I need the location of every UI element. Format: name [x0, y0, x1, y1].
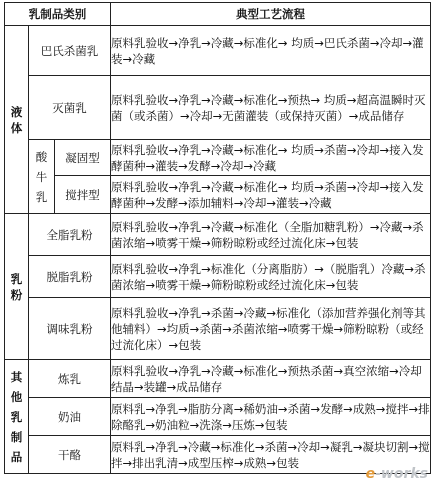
- row-name: 干酪: [29, 436, 111, 474]
- watermark-e: e: [365, 466, 376, 482]
- group-other-label: 其他乳制品: [10, 369, 23, 464]
- table-row: [5, 140, 431, 176]
- row-name: 炼乳: [29, 360, 111, 398]
- group-liquid-label: 液体: [10, 104, 23, 135]
- group-yogurt: [29, 140, 55, 214]
- row-name: 奶油: [29, 398, 111, 436]
- row-name: 调味乳粉: [29, 298, 111, 360]
- table-row: [5, 360, 431, 398]
- row-process: 原料乳验收→净乳→冷藏→标准化→ 均质→巴氏杀菌→冷却→灌装→冷藏: [111, 26, 431, 76]
- header-category: 乳制品类别: [5, 3, 111, 26]
- row-name: 脱脂乳粉: [29, 256, 111, 298]
- table-row: [5, 398, 431, 436]
- table-row: [5, 26, 431, 76]
- dairy-process-table: [4, 2, 431, 474]
- table-row: [5, 298, 431, 360]
- row-process: 原料乳验收→净乳→冷藏→标准化→预热→ 均质→超高温瞬时灭菌（或杀菌）→冷却→无菌灌装（或保持灭菌）→成品储存: [111, 76, 431, 140]
- group-powder-label: 乳粉: [10, 271, 23, 302]
- watermark-text: -works: [375, 466, 428, 482]
- table-row: [5, 176, 431, 214]
- row-process: 原料乳验收→净乳→冷藏→标准化（全脂加糖乳粉）→冷藏→杀菌浓缩→喷雾干燥→筛粉晾粉或经过流化床→包装: [111, 214, 431, 256]
- header-process: 典型工艺流程: [111, 3, 431, 26]
- row-name: 搅拌型: [55, 176, 111, 214]
- row-process: 原料乳验收→净乳→杀菌→冷藏→标准化（添加营养强化剂等其他辅料）→均质→杀菌→杀菌浓缩→喷雾干燥→筛粉晾粉（或经过流化床）→包装: [111, 298, 431, 360]
- table-header-row: [5, 3, 431, 26]
- table-row: [5, 214, 431, 256]
- row-process: 原料乳验收→净乳→冷藏→标准化→预热杀菌→真空浓缩→冷却结晶→装罐→成品储存: [111, 360, 431, 398]
- row-name: 凝固型: [55, 140, 111, 176]
- row-process: 原料乳→净乳→冷藏→标准化→杀菌→冷却→凝乳→凝块切割→搅拌→排出乳清→成型压榨→成熟→包装: [111, 436, 431, 474]
- group-yogurt-label: 酸牛乳: [35, 149, 48, 204]
- row-process: 原料乳验收→净乳→冷藏→标准化→ 均质→杀菌→冷却→接入发酵菌种→发酵→添加辅料→冷却→灌装→冷藏: [111, 176, 431, 214]
- row-process: 原料乳→净乳→脂肪分离→稀奶油→杀菌→发酵→成熟→搅拌→排除酪乳→奶油粒→洗涤→压炼→包装: [111, 398, 431, 436]
- group-liquid: [5, 26, 29, 214]
- table-row: [5, 76, 431, 140]
- row-process: 原料乳验收→净乳→标准化（分离脂肪）→（脱脂乳）冷藏→杀菌浓缩→喷雾干燥→筛粉晾粉或经过流化床→包装: [111, 256, 431, 298]
- watermark-logo: [366, 466, 428, 482]
- group-powder: [5, 214, 29, 360]
- row-name: 巴氏杀菌乳: [29, 26, 111, 76]
- row-name: 全脂乳粉: [29, 214, 111, 256]
- row-process: 原料乳验收→净乳→冷藏→标准化→ 均质→杀菌→冷却→接入发酵菌种→灌装→发酵→冷却→冷藏: [111, 140, 431, 176]
- table-row: [5, 256, 431, 298]
- group-other: [5, 360, 29, 474]
- row-name: 灭菌乳: [29, 76, 111, 140]
